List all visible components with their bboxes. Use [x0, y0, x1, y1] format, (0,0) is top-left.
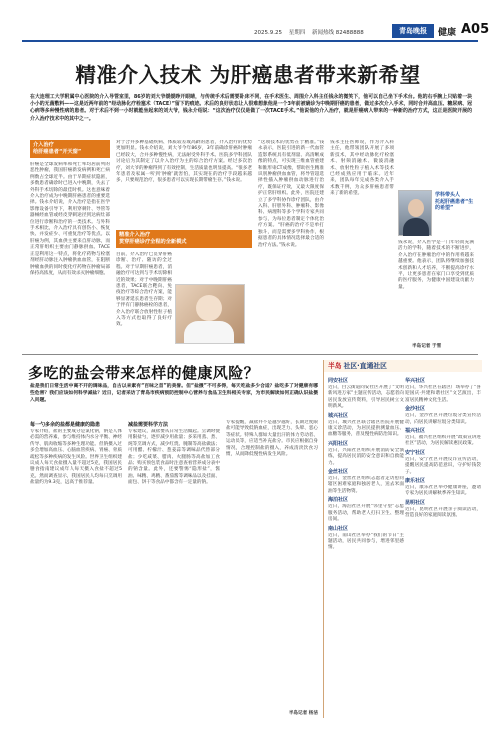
community-title: 社区·直通社区 — [343, 362, 387, 370]
article2-headline: 多吃的盐会带来怎样的健康风险？ — [28, 364, 260, 382]
community-item-text: 近日，南山社区举办“我们的节日”主题活动，居民共同参与，增进邻里感情。 — [328, 532, 404, 551]
section-name: 健康 — [438, 28, 457, 38]
article2-author: 半岛记者 杨洁 — [288, 711, 318, 716]
expert-bio: 钱永说，介入医学是一门年轻而充满活力的学科，随着技术的不断进步，介入治疗在肿瘤治疗中的作用将越来越重要。他表示，团队将继续加强技术创新和人才培养，不断提高诊疗水平，让更多患者在家门口享受到优质的医疗服务，为健康中国建设贡献力量。 — [398, 240, 474, 290]
community-item-text: 近日，康乐社区举办健康讲座，邀请专家为居民讲解秋季养生知识。 — [405, 485, 481, 497]
expert-portrait — [398, 190, 432, 236]
article2-subhead-2: 减盐需要科学方法 — [128, 422, 169, 428]
article1-column-4: 钱永主任医师说，作为介入科主任，他带领团队开展了多项新技术，其中经动脉化疗栓塞术、射频消融术、微波消融术、放射性粒子植入术等技术已经成熟应用于临床。近年来，团队每年完成各类介入手术数千例，为众多肝癌患者带来了新的希望。 — [330, 140, 394, 197]
community-header — [324, 360, 482, 372]
expert-sidebox — [398, 190, 474, 340]
article1-author: 半岛记者 于雪 — [412, 344, 442, 349]
header-rule — [22, 40, 478, 42]
article1-subhead-2: 精准介入治疗 贯穿肝癌诊疗全程的全新模式 — [116, 230, 252, 248]
article2-column-2 — [128, 420, 220, 721]
hotline: 新闻热线 82488888 — [312, 30, 364, 36]
article2-body-3: 专家提醒，减盐并不是越少越好，长期过度限盐可能导致低钠血症，出现乏力、头晕、恶心等症状。特殊人群如大量出汗的体力劳动者、运动员等，应适当补充盐分。市民应根据自身情况，合理控制盐的摄入，养成清淡饮食习惯，从而降低慢性病发生风险。 — [226, 420, 318, 458]
article2-body-2: 专家建议，减盐要从日常生活做起。烹调时使用限盐勺，逐步减少用盐量；多采用蒸、煮、炖等烹调方式，减少红烧、腌制等高盐做法；可用醋、柠檬汁、葱姜蒜等调味品代替部分盐；少吃咸菜、腊肉、火腿肠等高盐加工食品；购买预包装食品时注意查看营养成分表中的钠含量。此外，还要警惕“隐形盐”，酱油、味精、鸡精、番茄酱等调味品以及挂面、面包、饼干等食品中都含有一定量的钠。 — [128, 429, 220, 486]
community-item-text: 近日，昆明社区开展亲子阅读活动，营造良好的家庭阅读氛围。 — [405, 506, 481, 519]
article1-column-1: 肝癌是全球发病率和死亡率均居前列的恶性肿瘤，我国肝癌新发病例和死亡病例数占全球近半。由于早期症状隐匿，多数患者确诊时已进入中晚期，失去了外科手术切除的最佳时机。这也意味着介入治疗成为中晚期肝癌患者的重要选择。钱永介绍说，介入治疗是指在医学影像设备引导下，利用穿刺针、导管等器械经血管或经皮穿刺途径到达病灶部位进行诊断和治疗的一类技术。与外科手术相比，介入治疗具有创伤小、恢复快、并发症少、可重复治疗等优点。以肝癌为例，其血供主要来自肝动脉，而正常肝组织主要由门静脉供血。TACE正是利用这一特点，将化疗药物与栓塞剂经肝动脉注入肿瘤供血血管，在阻断肿瘤血供的同时使化疗药物在肿瘤局部保持高浓度，从而有效杀灭肿瘤细胞。 — [30, 162, 110, 276]
issue-date: 2025.9.25 — [254, 30, 282, 36]
community-item — [405, 478, 481, 498]
article2-lead: 盐是我们日常生活中离不开的调味品，自古以来素有“百味之首”的美誉。但“盐摄”不可多得，每天吃盐多少合适？盐吃多了对健康有哪些危害？我们应该如何科学减盐？近日，记者采访了青岛市疾病预防控制中心营养与食品卫生科相关专家，为市民解读如何正确认识盐摄入问题。 — [30, 384, 318, 403]
community-item — [328, 413, 404, 439]
doctor-photo — [175, 284, 245, 344]
article1-column-3: “这项技术的优势在于精准。”钱永表示，医院引进的新一代血管造影系统具有低剂量、高清晰成像的特点，可实现三维血管重建和锥形束CT成像，帮助医生精准识别肿瘤供血血管，将导管超选择性插入肿瘤供血动脉进行治疗，既保证疗效，又最大限度保护正常肝组织。此外，医院还建立了多学科协作诊疗团队，由介入科、肝胆外科、肿瘤科、影像科、病理科等多个学科专家共同参与，为每位患者制定个体化治疗方案。“肝癌的治疗不是单打独斗，而是需要多学科协作，根据患者的具体情况选择最合适的治疗方法。”钱永说。 — [258, 140, 324, 248]
community-item — [328, 497, 404, 523]
community-item — [405, 450, 481, 476]
community-item-name: 城兴社区 — [328, 412, 349, 419]
community-item-name: 金丝社区 — [328, 469, 349, 476]
community-item-name: 南山社区 — [328, 525, 349, 532]
community-item — [405, 428, 481, 448]
newspaper-logo: 青岛晚报 — [392, 24, 434, 38]
community-column-right — [405, 376, 481, 520]
community-item-text: 近日，城兴社区联合辖区医院开展健康义诊活动，为居民提供测量血压、血糖等服务，普及慢性病防治知识。 — [328, 419, 404, 438]
community-item-name: 海泊社区 — [328, 497, 349, 504]
community-item — [405, 500, 481, 520]
community-item-name: 华兴社区 — [405, 378, 426, 384]
community-item-text: 近日，安宁社区开展反诈宣传活动，提醒居民提高防范意识，守护好钱袋子。 — [405, 456, 481, 475]
article2-subhead-1: 每一勺多余的盐都是健康的隐患 — [30, 422, 101, 428]
community-item-text: 近日，兴阳社区组织开展消防安全演练，提高居民消防安全意识和自救能力。 — [328, 447, 404, 466]
article2-column-3 — [226, 420, 318, 716]
article1-column-2: 对于合并多种基础疾病、体质较差或高龄的患者，介入治疗的优势更加明显。钱永介绍说，刘大爷今年86岁，3年前确诊肝癌时肿瘤已经较大，合并多种慢性病，无法耐受外科手术。医院多学科团队讨论后为其制定了以介入治疗为主的综合治疗方案。经过多次治疗，刘大爷的肿瘤得到了有效控制，生活质量也明显提高。“很多老年患者及家属一听到‘肿瘤’就害怕，其实现在的治疗手段越来越多，只要规范治疗，很多患者可以实现长期带瘤生存。”钱永说。 — [116, 140, 252, 184]
community-brand: 半岛 — [328, 362, 342, 370]
community-item-name: 安宁社区 — [405, 449, 426, 456]
community-item-text: 近日，白云街道同安社区开展了“文明新风进万家”主题宣传活动，志愿者向居民发放宣传资料，引导居民树立文明新风。 — [328, 385, 404, 410]
article-divider — [22, 354, 478, 355]
community-item-text: 近日，金沙社区开展垃圾分类宣传活动，向居民讲解垃圾分类知识。 — [405, 413, 481, 425]
community-item-name: 同安社区 — [328, 378, 349, 384]
expert-tagline: 学科带头人 托起肝癌患者“生的希望” — [435, 192, 474, 212]
community-item — [328, 378, 404, 411]
community-item — [328, 441, 404, 467]
article2-body-1: 专家介绍，盐的主要成分是氯化钠，钠是人体必需的营养素，参与维持体内水分平衡、神经传导、肌肉收缩等多种生理功能。但钠摄入过多会增加高血压、心脑血管疾病、胃癌、骨质疏松等多种疾病的发生风险。世界卫生组织建议成人每天食盐摄入量不超过5克，我国居民膳食指南建议成年人每天摄入食盐不超过5克。然而调查显示，我国居民人均每日烹调用盐量约为9.3克，远高于推荐量。 — [30, 429, 122, 486]
article2-column-1 — [30, 420, 122, 721]
article1-column-2b: 目前，介入治疗已贯穿肝癌诊断、治疗、随访的全过程。对于早期肝癌患者，消融治疗可达到与手术切除相近的效果；对于中晚期肝癌患者，TACE联合靶向、免疫治疗等综合治疗方案，能够显著延长患者生存期；对于伴有门静脉癌栓的患者，介入治疗联合放射性粒子植入等方式也取得了良好疗效。 — [116, 252, 172, 328]
community-item-name: 兴阳社区 — [328, 440, 349, 447]
community-item — [405, 406, 481, 426]
article1-subhead-1: 介入治疗 给肝癌患者“开天窗” — [30, 140, 110, 158]
article1-lead: 在大连理工大学附属中心医院的介入导管室里，86岁的刘大爷缓缓睁开眼睛，与传统手术后需要卧床不同，在手术医生、周围介入科主任钱永的微笑下，他可以自己坐下手术台。他的右手腕上只贴着一块小小的无菌敷料——这是近两年前的“经动脉化疗栓塞术（TACE）”留下的痕迹。术后的良好状态让人很难想象他是一个3年前被确诊为中晚期肝癌的患者，做过多次介入手术，同时合并高血压、糖尿病、冠心病等多种慢性病的患者。对于术后不到一小时就能坐起来的刘大爷，钱永介绍说：“这次治疗仅仅是做了一次TACE手术。”他说他的介入治疗，就是肝癌病人带来的一种新的治疗方式，这正是医院开展的介入治疗技术中的其中之一。 — [30, 94, 472, 122]
article1-headline: 精准介入技术 为肝癌患者带来新希望 — [75, 63, 421, 87]
community-item-text: 近日，海泊社区开展“邻里守望”志愿服务活动，帮助老人打扫卫生、整理房间。 — [328, 504, 404, 523]
page-code: A05 — [461, 22, 490, 37]
community-item-text: 近日，福兴社区组织开展“政策宣讲进社区”活动，为居民解读惠民政策。 — [405, 435, 481, 447]
community-item-name: 金沙社区 — [405, 406, 426, 413]
community-item — [328, 526, 404, 552]
weekday: 星期四 — [288, 30, 306, 36]
community-item — [405, 378, 481, 404]
community-item-name: 福兴社区 — [405, 428, 426, 435]
community-item-name: 康乐社区 — [405, 478, 426, 485]
community-item-text: 近日，金丝社区组织志愿者走访慰问辖区困难家庭和独居老人，送去米面油等生活物资。 — [328, 476, 404, 494]
community-item — [328, 469, 404, 495]
community-column-left — [328, 376, 404, 552]
community-item-name: 昆明社区 — [405, 499, 426, 506]
community-item-text: 近日，华兴社区在辖区广场举办了“喜迎国庆·共建和谐社区”文艺演出，丰富居民精神文化生活。 — [405, 385, 481, 403]
header-meta — [254, 28, 369, 36]
